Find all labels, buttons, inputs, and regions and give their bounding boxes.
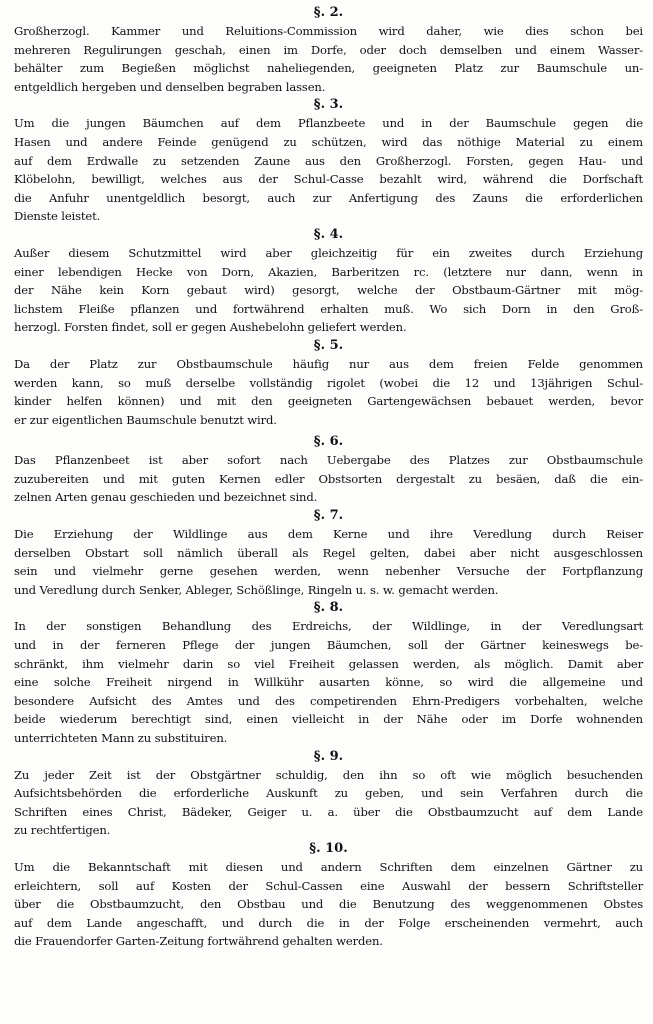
text-line: entgeldlich hergeben und denselben begraben lassen. [14,79,326,94]
text-line: Die Erziehung der Wildlinge aus dem Kerne und ihre Veredlung durch Reiser [14,527,643,542]
text-line: er zur eigentlichen Baumschule benutzt wird. [14,412,277,427]
text-line: Klöbelohn, bewilligt, welches aus der Schul-Casse bezahlt wird, während die Dorfschaft [14,172,643,187]
text-line: die Frauendorfer Garten-Zeitung fortwährend gehalten werden. [14,934,383,949]
text-line: In der sonstigen Behandlung des Erdreichs, der Wildlinge, in der Veredlungsart [14,619,643,634]
text-line: und Veredlung durch Senker, Ableger, Schößlinge, Ringeln u. s. w. gemacht werden. [14,582,499,597]
section-heading: §. 10. [309,840,348,856]
section-body [14,355,643,429]
text-line: erleichtern, soll auf Kosten der Schul-Cassen eine Auswahl der bessern Schriftsteller [14,878,643,893]
text-line: Außer diesem Schutzmittel wird aber gleichzeitig für ein zweites durch Erziehung [14,245,643,260]
text-line: lichstem Fleiße pflanzen und fortwährend erhalten muß. Wo sich Dorn in den Groß- [14,301,643,316]
text-line: auf dem Lande angeschafft, und durch die in der Folge erscheinenden vermehrt, auch [14,915,643,930]
section-body [14,525,643,599]
section-2 [14,4,643,96]
section-heading: §. 9. [313,748,344,764]
text-line: zuzubereiten und mit guten Kernen edler Obstsorten dergestalt zu besäen, daß die ein- [14,471,643,486]
text-line: besondere Aufsicht des Amtes und des competirenden Ehrn-Predigers vorbehalten, welche [14,693,643,708]
text-line: mehreren Regulirungen geschah, einen im Dorfe, oder doch demselben und einem Wasser- [14,42,643,57]
text-line: Das Pflanzenbeet ist aber sofort nach Uebergabe des Platzes zur Obstbaumschule [14,453,643,468]
section-10 [14,840,643,951]
section-4 [14,226,643,337]
text-line: kinder helfen können) und mit den geeigneten Gartengewächsen bebauet werden, bevor [14,394,643,409]
section-5 [14,337,643,429]
text-line: auf dem Erdwalle zu setzenden Zaune aus den Großherzogl. Forsten, gegen Hau- und [14,153,643,168]
text-line: eine solche Freiheit nirgend in Willkühr ausarten könne, so wird die allgemeine und [14,675,643,690]
section-3 [14,96,643,226]
section-7 [14,507,643,599]
section-body [14,244,643,337]
text-line: Um die Bekanntschaft mit diesen und andern Schriften dem einzelnen Gärtner zu [14,859,643,874]
text-line: werden kann, so muß derselbe vollständig rigolet (wobei die 12 und 13jährigen Schul- [14,375,643,390]
section-body [14,451,643,507]
section-6 [14,433,643,507]
section-heading: §. 4. [313,226,344,242]
text-line: Zu jeder Zeit ist der Obstgärtner schuldig, den ihn so oft wie möglich besuchenden [14,767,643,782]
section-body [14,22,643,96]
text-line: Schriften eines Christ, Bädeker, Geiger u. a. über die Obstbaumzucht auf dem Lande [14,804,643,819]
text-line: sein und vielmehr gerne gesehen werden, wenn nebenher Versuche der Fortpflanzung [14,564,643,579]
section-body [14,766,643,840]
section-8 [14,599,643,747]
section-heading: §. 5. [313,337,344,353]
text-line: Großherzogl. Kammer und Reluitions-Commission wird daher, wie dies schon bei [14,24,643,38]
section-heading: §. 8. [313,600,344,616]
text-line: herzogl. Forsten findet, soll er gegen Aushebelohn geliefert werden. [14,320,407,335]
text-line: unterrichteten Mann zu substituiren. [14,731,228,745]
text-line: Hasen und andere Feinde genügend zu schützen, wird das nöthige Material zu einem [14,134,643,149]
text-line: Aufsichtsbehörden die erforderliche Auskunft zu geben, und sein Verfahren durch die [14,786,643,801]
text-line: behälter zum Begießen möglichst naheliegenden, geeigneten Platz zur Baumschule un- [14,61,643,76]
text-line: schränkt, ihm vielmehr darin so viel Freiheit gelassen werden, als möglich. Damit aber [14,656,643,671]
text-line: einer lebendigen Hecke von Dorn, Akazien, Barberitzen rc. (letztere nur dann, wenn in [14,264,643,279]
section-heading: §. 2. [313,5,344,20]
section-body [14,617,643,747]
text-line: Da der Platz zur Obstbaumschule häufig nur aus dem freien Felde genommen [14,356,643,371]
section-heading: §. 7. [313,508,344,524]
text-line: zelnen Arten genau geschieden und bezeichnet sind. [14,490,318,505]
section-body [14,858,643,951]
text-line: und in der ferneren Pflege der jungen Bäumchen, soll der Gärtner keineswegs be- [14,638,643,653]
section-9 [14,748,643,840]
text-line: zu rechtfertigen. [14,823,111,838]
section-body [14,114,643,226]
text-line: der Nähe kein Korn gebaut wird) gesorgt, welche der Obstbaum-Gärtner mit mög- [14,283,643,298]
text-line: beide wiederum berechtigt sind, einen vielleicht in der Nähe oder im Dorfe wohnenden [14,712,643,727]
text-line: über die Obstbaumzucht, den Obstbau und die Benutzung des weggenommenen Obstes [14,897,643,912]
text-line: die Anfuhr unentgeldlich besorgt, auch zur Anfertigung des Zauns die erforderlichen [14,190,643,205]
text-line: derselben Obstart soll nämlich überall als Regel gelten, dabei aber nicht ausgeschlossen [14,545,643,560]
section-heading: §. 6. [313,434,344,450]
section-heading: §. 3. [313,97,344,113]
text-line: Um die jungen Bäumchen auf dem Pflanzbeete und in der Baumschule gegen die [14,116,643,131]
text-line: Dienste leistet. [14,209,101,224]
